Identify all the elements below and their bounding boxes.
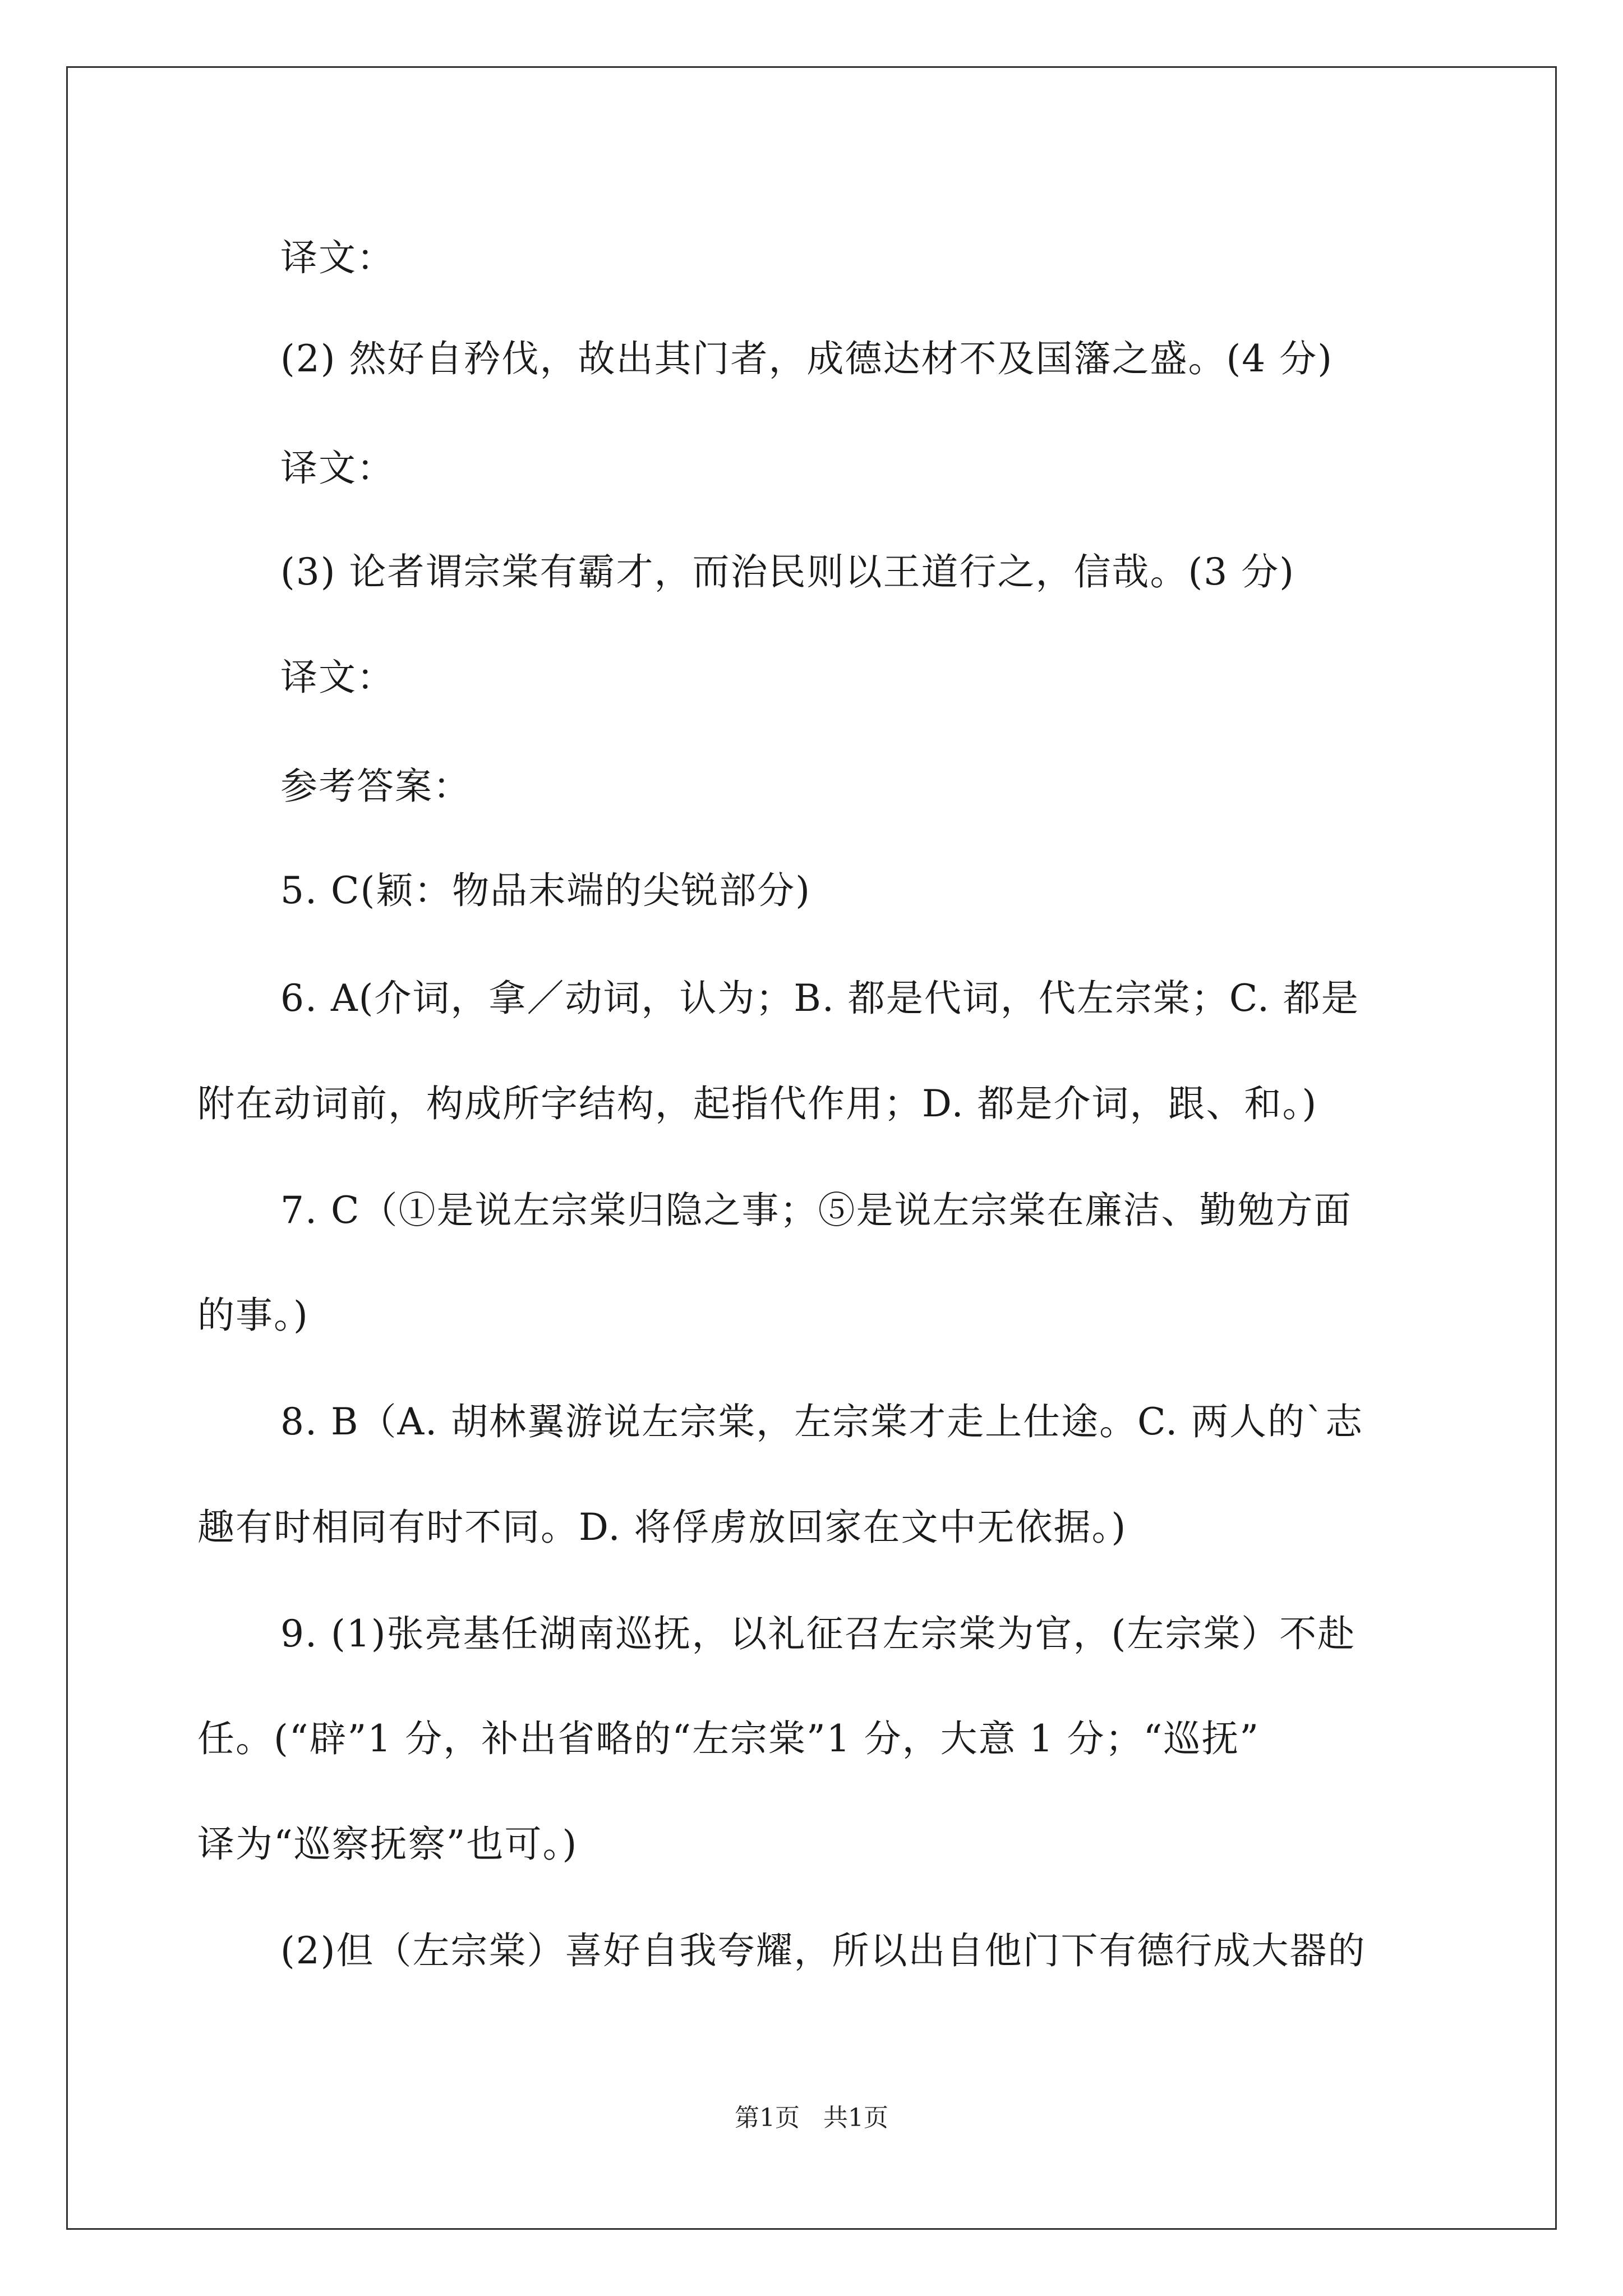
- text-line: 参考答案：: [280, 765, 471, 808]
- page-border: [66, 66, 1557, 2230]
- text-line: (2)但（左宗棠）喜好自我夸耀，所以出自他门下有德行成大器的: [280, 1929, 1366, 1972]
- text-line: (2) 然好自矜伐，故出其门者，成德达材不及国籓之盛。(4 分): [280, 337, 1333, 380]
- text-line: 任。(“辟”1 分，补出省略的“左宗棠”1 分，大意 1 分；“巡抚”: [197, 1717, 1260, 1760]
- text-line: 译文：: [280, 656, 395, 699]
- text-line: 的事。): [197, 1294, 309, 1337]
- text-line: (3) 论者谓宗棠有霸才，而治民则以王道行之，信哉。(3 分): [280, 550, 1295, 593]
- text-line: 5. C(颖：物品末端的尖锐部分): [280, 869, 811, 912]
- text-line: 7. C（①是说左宗棠归隐之事；⑤是说左宗棠在廉洁、勤勉方面: [280, 1189, 1352, 1232]
- text-line: 译文：: [280, 447, 395, 490]
- text-line: 6. A(介词，拿／动词，认为；B. 都是代词，代左宗棠；C. 都是: [280, 977, 1359, 1020]
- text-line: 译为“巡察抚察”也可。): [197, 1823, 578, 1866]
- page-footer: 第1页 共1页: [735, 2104, 888, 2132]
- text-line: 译文：: [280, 236, 395, 279]
- text-line: 附在动词前，构成所字结构，起指代作用；D. 都是介词，跟、和。): [197, 1082, 1318, 1125]
- text-line: 9. (1)张亮基任湖南巡抚，以礼征召左宗棠为官，(左宗棠）不赴: [280, 1612, 1356, 1655]
- text-line: 趣有时相同有时不同。D. 将俘虏放回家在文中无依据。): [197, 1506, 1127, 1549]
- text-line: 8. B（A. 胡林翼游说左宗棠，左宗棠才走上仕途。C. 两人的`志: [280, 1400, 1364, 1443]
